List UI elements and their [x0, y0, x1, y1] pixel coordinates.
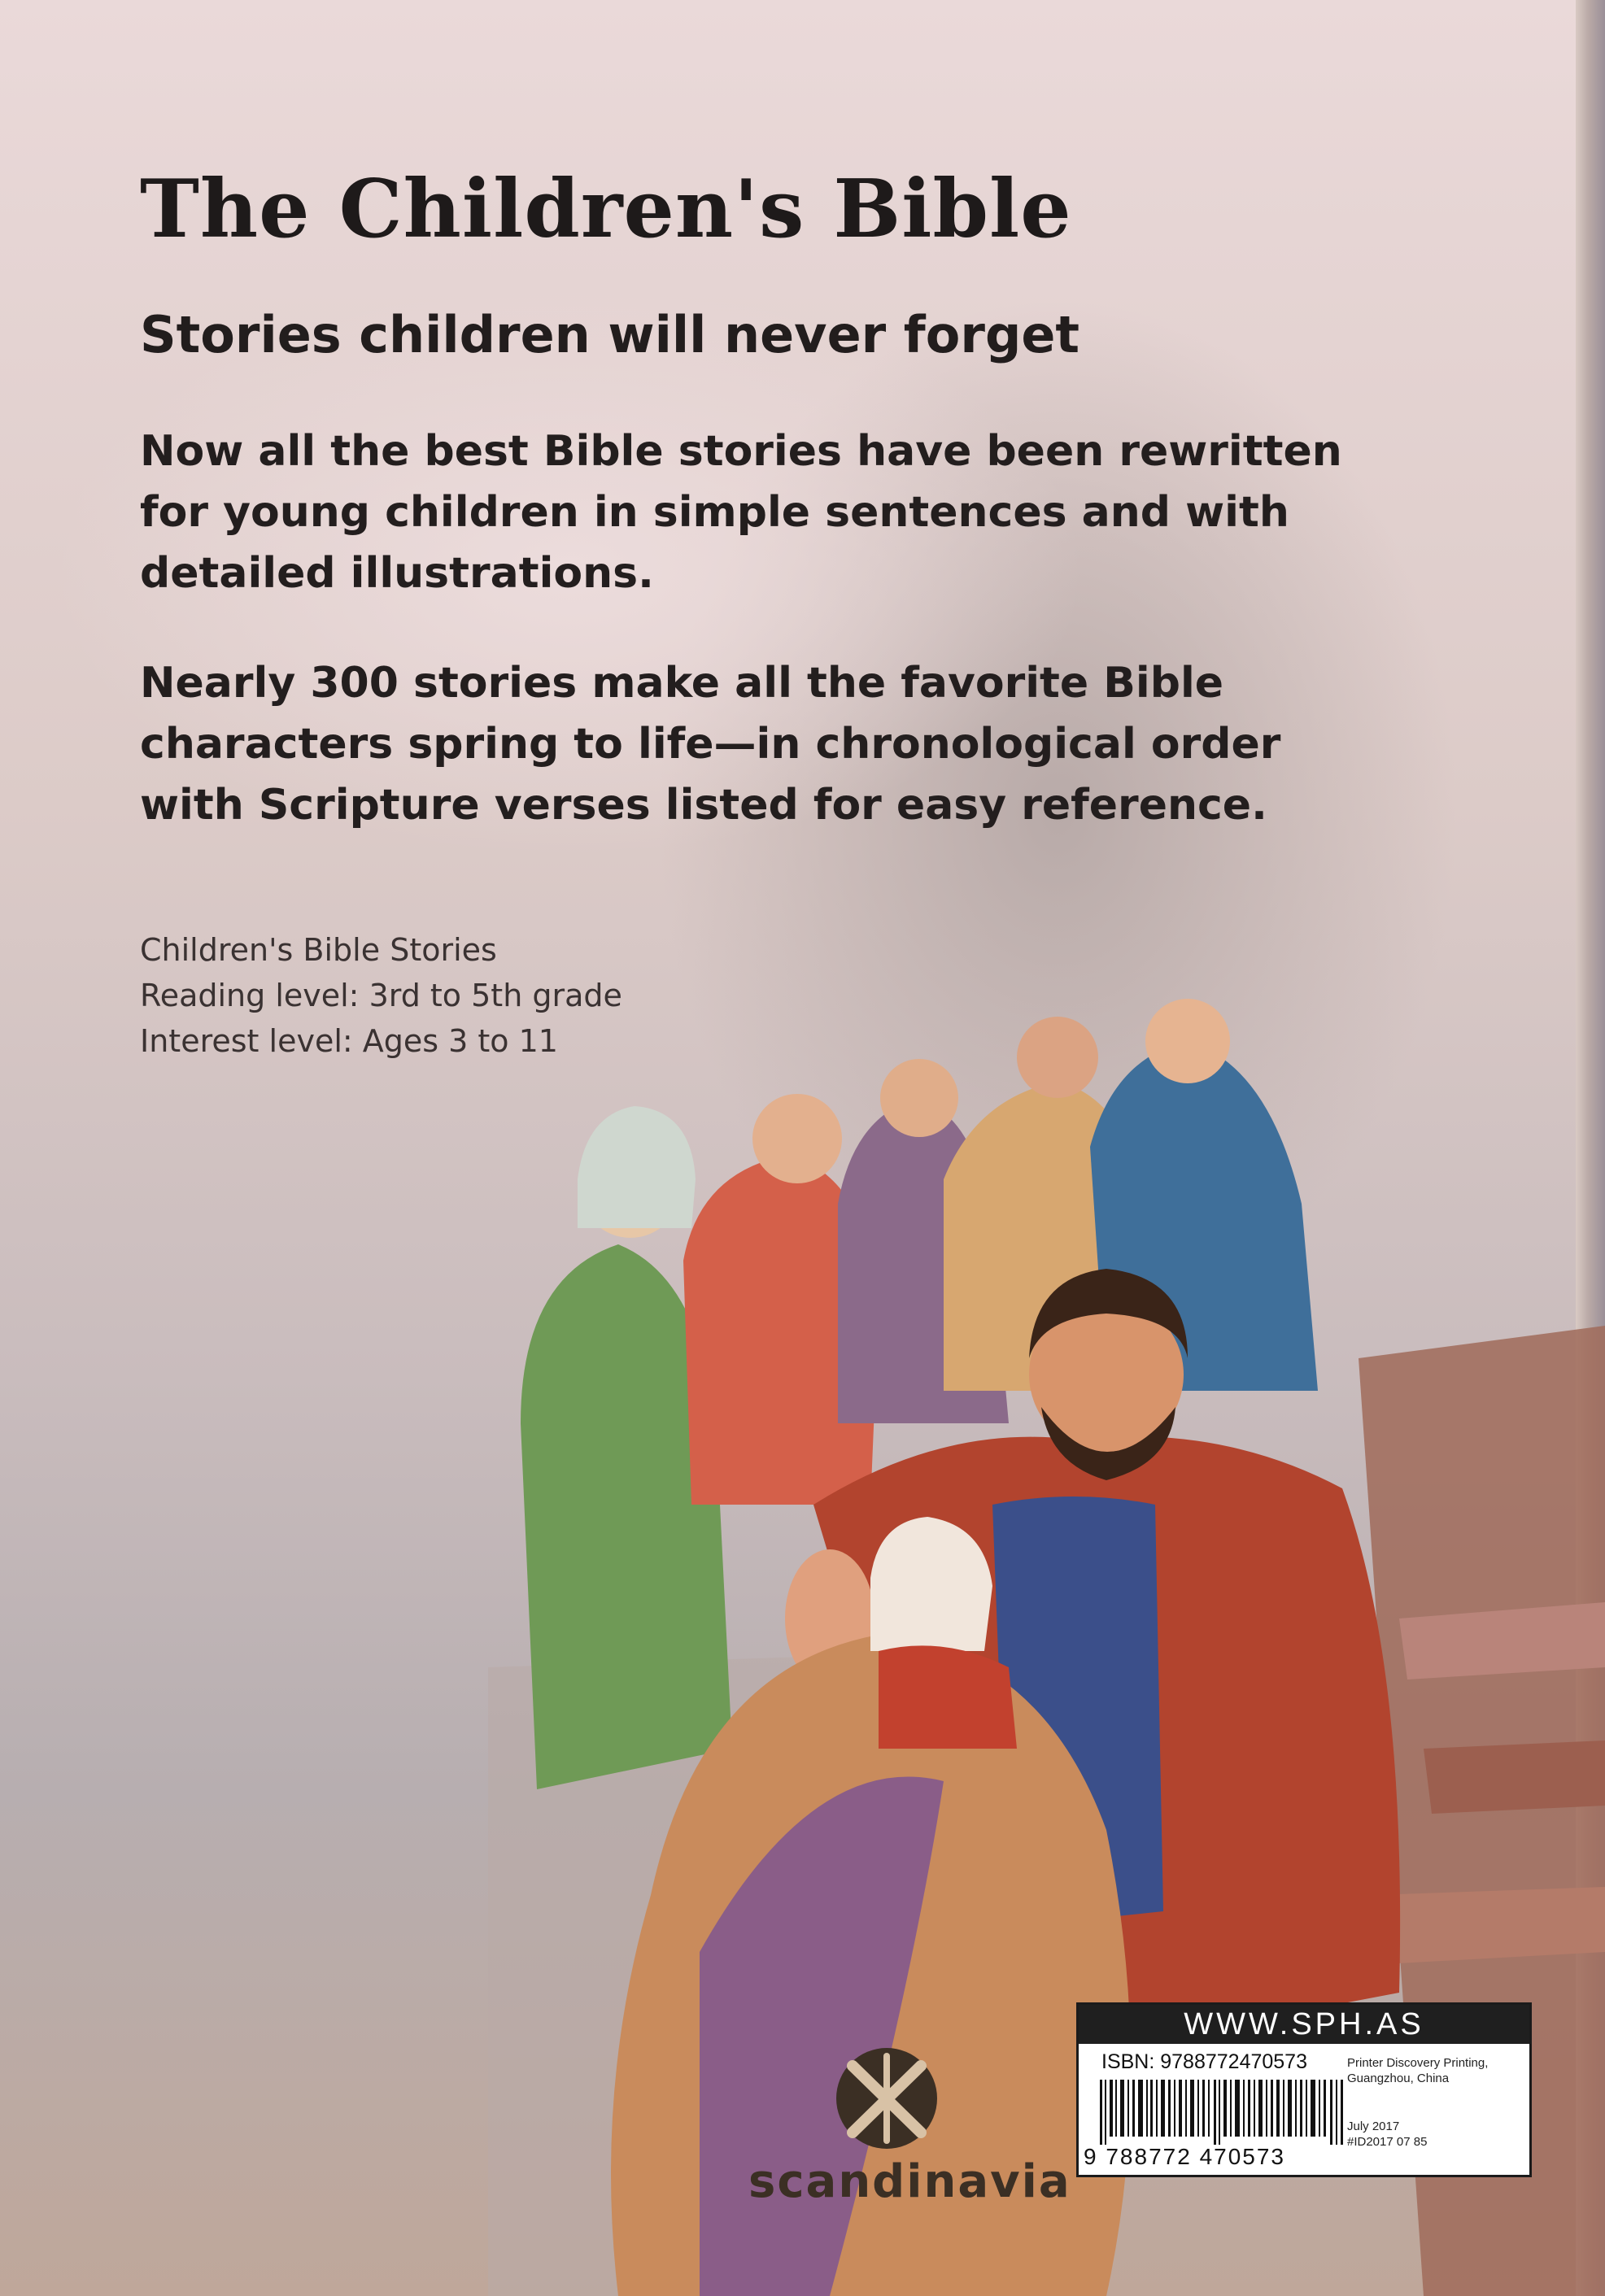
barcode-bars-icon: [1100, 2080, 1344, 2145]
print-code: #ID2017 07 85: [1347, 2135, 1428, 2149]
publisher-website: WWW.SPH.AS: [1079, 2005, 1529, 2044]
description-paragraph-2: Nearly 300 stories make all the favorite Bible characters spring to life—in chronological order with Scripture verses listed for easy reference.: [140, 659, 1281, 830]
print-date: July 2017: [1347, 2120, 1400, 2133]
printer-info: Printer Discovery Printing, Guangzhou, China: [1347, 2056, 1489, 2085]
publisher-logo: [748, 2041, 1071, 2208]
book-subtitle: Stories children will never forget: [140, 305, 1080, 364]
print-date-info: [1347, 2119, 1526, 2150]
barcode-label: [1076, 2002, 1532, 2177]
description-paragraph-1: Now all the best Bible stories have been rewritten for young children in simple sentences and with detailed illustrations.: [140, 427, 1342, 598]
book-category: Children's Bible Stories: [140, 932, 497, 968]
reading-level: Reading level: 3rd to 5th grade: [140, 978, 622, 1013]
book-title: The Children's Bible: [140, 163, 1072, 256]
x-cross-emblem-icon: [748, 2041, 1025, 2163]
publisher-name: scandinavia: [748, 2155, 1071, 2208]
interest-level: Interest level: Ages 3 to 11: [140, 1023, 558, 1059]
isbn-number: ISBN: 9788772470573: [1101, 2050, 1307, 2073]
barcode-digits: 9 788772 470573: [1084, 2144, 1285, 2169]
